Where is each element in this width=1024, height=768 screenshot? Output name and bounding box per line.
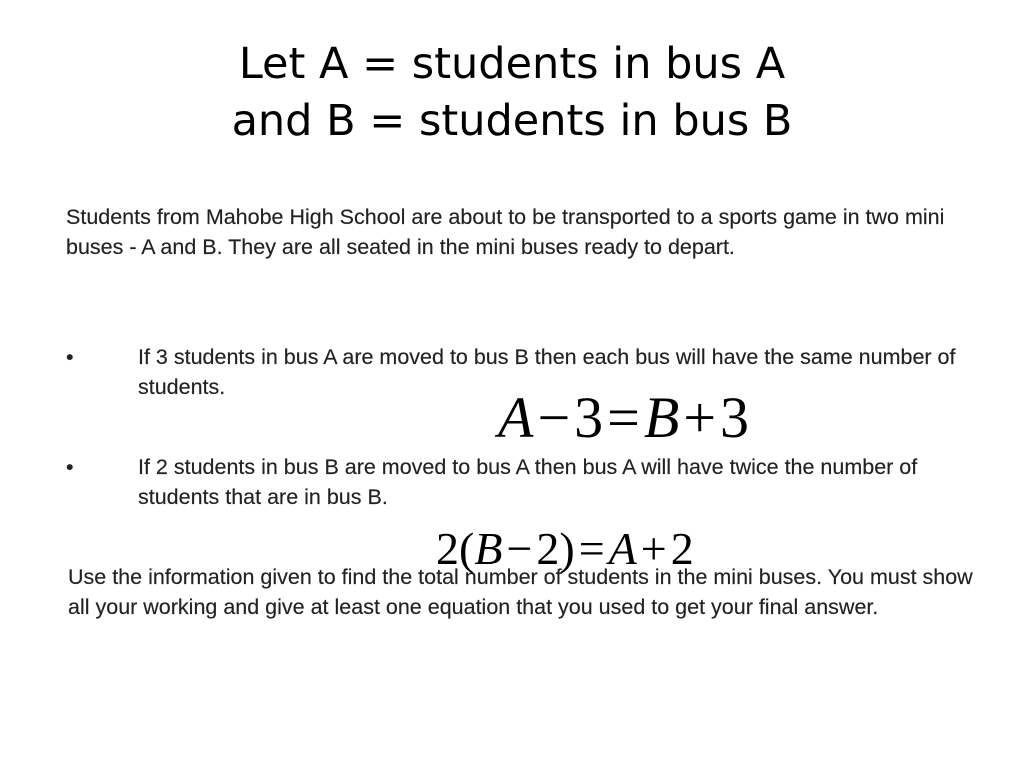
equation-1 bbox=[498, 386, 749, 450]
slide-title bbox=[0, 36, 1024, 150]
eq2-var2: A bbox=[608, 523, 637, 574]
eq2-num2: 2 bbox=[670, 523, 694, 574]
problem-intro: Students from Mahobe High School are about to be transported to a sports game in two mini buses - A and B. They are all seated in the mini buses ready to depart. bbox=[66, 205, 945, 259]
bullet-marker: • bbox=[66, 345, 74, 369]
eq2-close-paren: ) bbox=[559, 523, 575, 574]
problem-closing: Use the information given to find the total number of students in the mini buses. You must show all your working and give at least one equation that you used to get your final answer. bbox=[68, 565, 973, 619]
bullet-text: If 3 students in bus A are moved to bus B then each bus will have the same number of students. bbox=[138, 345, 956, 399]
bullet-marker: • bbox=[66, 455, 74, 479]
eq2-var1: B bbox=[474, 523, 503, 574]
eq2-coef: 2 bbox=[436, 523, 459, 574]
title-line-2: and B = students in bus B bbox=[231, 96, 793, 146]
eq2-op2: + bbox=[640, 523, 667, 574]
eq1-rhs-num: 3 bbox=[720, 385, 750, 450]
eq1-lhs-var: A bbox=[498, 385, 534, 450]
eq1-rhs-var: B bbox=[643, 385, 680, 450]
eq2-open-paren: ( bbox=[459, 523, 475, 574]
eq1-lhs-op: − bbox=[537, 385, 571, 450]
eq2-equals: = bbox=[578, 523, 605, 574]
eq2-num1: 2 bbox=[536, 523, 560, 574]
eq2-op1: − bbox=[506, 523, 533, 574]
eq1-equals: = bbox=[607, 385, 640, 450]
bullet-text: If 2 students in bus B are moved to bus A then bus A will have twice the number of students that are in bus B. bbox=[138, 455, 918, 509]
eq1-lhs-num: 3 bbox=[574, 385, 604, 450]
equation-2 bbox=[436, 522, 694, 576]
title-line-1: Let A = students in bus A bbox=[238, 39, 786, 89]
eq1-rhs-op: + bbox=[683, 385, 717, 450]
